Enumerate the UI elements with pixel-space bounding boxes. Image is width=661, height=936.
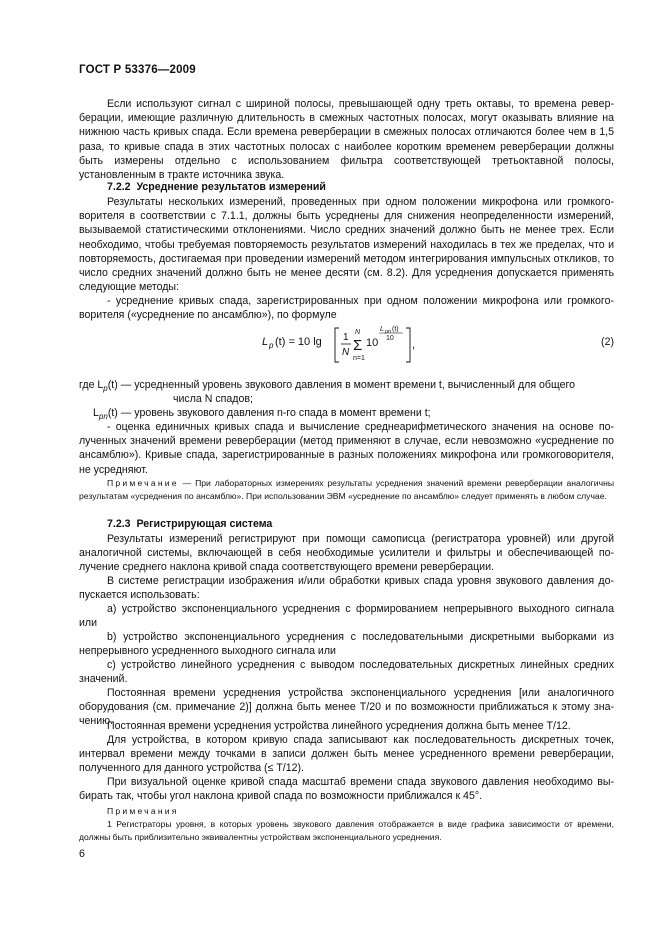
exponent-den: 10 [386,335,394,342]
exponent-L: L [380,326,384,333]
page-number: 6 [79,848,85,860]
section-number: 7.2.2 [107,181,131,193]
exponent-sub: pn [385,329,392,335]
list-item-c: c) устройство линейного усреднения с выводом последовательных дискретных линейных средних значений. [79,659,614,686]
paragraph-system: В системе регистрации изображения и/или обработки кривых спада уровня звукового давления допускается использовать: [79,575,614,602]
paragraph-bandwidth: Если используют сигнал с шириной полосы, превышающей одну треть октавы, то времена реверберации, имеющие различную длительность в смежных частотных полосах, могут оказывать влияние на нижнюю часть кривых спада. Если времена реверберации в смежных полосах отличаются более чем в 1,5 раза, то кривые спада в этих частотных полосах с наиболее коротким временем реверберации должны быть измерены отдельно с использованием фильтра соответствующей третьоктавной полосы, установленным в тракте источника звука. [79,98,614,182]
exponent-t: (t) [392,326,399,333]
paragraph-lin-constant: Постоянная времени усреднения устройства линейного усреднения должна быть менее T/12. [107,720,571,732]
paragraph-recording: Результаты измерений регистрируют при помощи самописца (регистратора уровней) или другой аналогичной системы, включающей в себя необходимые усилители и фильтры и обеспечивающей получение среднего наклона кривой спада соответствующего времени реверберации. [79,533,614,574]
fraction-one: 1 [343,332,349,343]
note-text: — При лабораторных измерениях результаты усреднения значений времени реверберации аналогичны результатам «усреднения по ансамблю». При использовании ЭВМ «усреднение по ансамблю» следует применять в любом случае. [79,478,615,501]
def1-text: (t) — усредненный уровень звукового давления в момент времени t, вычисленный для общего [107,379,576,391]
note-ensemble [79,477,614,502]
section-7-2-3-heading [107,518,272,530]
def2-text: (t) — уровень звукового давления n-го спада в момент времени t; [107,407,431,419]
fraction-N: N [342,347,350,358]
def1-prefix: где L [79,379,104,391]
section-title: Регистрирующая система [136,518,273,530]
formula-lhs: L [262,336,269,348]
paragraph-single-curves: - оценка единичных кривых спада и вычисление среднеарифметического значения на основе полученных значений времени реверберации (метод применяют в случае, если невозможно «усреднение по ансамблю»). Кривые спада, зарегистрированные в разных положениях микрофона или громкоговорителя, не усредняют. [79,421,614,476]
notes-label: Примечания [107,806,179,816]
section-number: 7.2.3 [107,518,131,530]
document-header: ГОСТ Р 53376—2009 [79,64,196,76]
formula-base: 10 [366,337,379,349]
def2-sub: pn [98,412,108,422]
def2-prefix: L [93,407,99,419]
section-title: Усреднение результатов измерений [136,181,326,193]
section-7-2-2-heading [107,181,326,193]
paragraph-averaging: Результаты нескольких измерений, проведенных при одном положении микрофона или громкоговорителя в соответствии с 7.1.1, должны быть усреднены для снижения неопределенности измерений, вызываемой статистическими отклонениями. Число средних значений должно быть не менее трех. Если необходимо, чтобы требуемая повторяемость результатов измерений находилась в тех же пределах, что и повторяемость, достигаемая при проведении измерений методом интегрирования импульсных откликов, то число средних значений должно быть не менее десяти (см. 8.2). Для усреднения допускается применять следующие методы: [79,196,614,294]
paragraph-discrete: Для устройства, в котором кривую спада записывают как последовательность дискретных точек, интервал времени между точками в записи должен быть менее усредненного времени реверберации, полученного для данного устройства (≤ T/12). [79,734,614,775]
note-label: Примечание [107,478,179,488]
equation-number: (2) [601,336,614,348]
paragraph-exp-constant: Постоянная времени усреднения устройства экспоненциального усреднения [или аналогичного оборудования (см. примечание 2)] должна быть менее T/20 и по возможности приближаться к этому значению. [79,687,614,728]
right-bracket [406,328,410,362]
notes-heading [79,805,614,818]
def1-sub: p [103,384,108,394]
formula-2 [0,324,661,374]
list-item-b: b) устройство экспоненциального усреднения с последовательными дискретными выборками из непрерывного усредненного выходного сигнала или [79,631,614,658]
paragraph-visual: При визуальной оценке кривой спада масштаб времени спада звукового давления необходимо выбирать так, чтобы угол наклона кривой спада по возможности приближался к 45°. [79,776,614,803]
formula-tail: , [412,339,416,351]
formula-arg: (t) = 10 lg [275,336,322,348]
formula-lhs-sub: p [269,341,274,350]
left-bracket [335,328,339,362]
sum-sign: Σ [353,337,363,354]
paragraph-ensemble-averaging: - усреднение кривых спада, зарегистрированных при одном положении микрофона или громкоговорителя («усреднение по ансамблю»), по формуле [79,295,614,322]
sum-top: N [355,329,361,336]
list-item-a: a) устройство экспоненциального усреднения с формированием непрерывного выходного сигнала или [79,603,614,630]
definition-Lp-cont: числа N спадов; [173,393,253,405]
note-1: 1 Регистраторы уровня, в которых уровень звукового давления отображается в виде графика зависимости от времени, должны быть приблизительно эквивалентны устройствам экспоненциального усреднения. [79,819,614,842]
sum-bottom: n=1 [353,355,365,362]
